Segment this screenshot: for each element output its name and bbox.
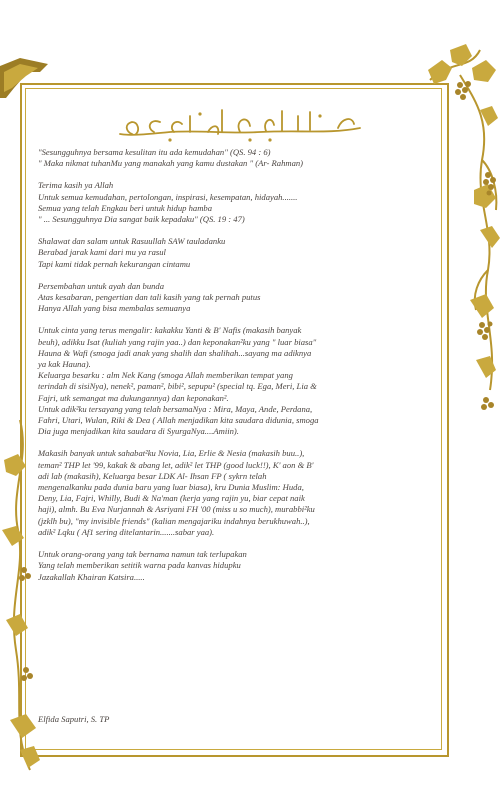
text-line: teman² THP let '99, kakak & abang let, adik² let THP (good luck!!), K' aon & B' bbox=[38, 459, 314, 470]
shalawat-section bbox=[38, 236, 433, 270]
text-line: Makasih banyak untuk sahabat²ku Novia, Lia, Erlie & Nesia (makasih buu..), bbox=[38, 448, 305, 459]
text-line: terindah di sisiNya), nenek², paman², bibi², sepupu² (special tq. Ega, Meri, Lia & bbox=[38, 381, 317, 392]
text-line: Jazakallah Khairan Katsira..... bbox=[38, 571, 145, 582]
text-line: ya kak Hauna). bbox=[38, 359, 91, 370]
quote-section bbox=[38, 147, 433, 169]
text-line: Hauna & Wafi (smoga jadi anak yang shalih dan shalihah...sayang ma adiknya bbox=[38, 347, 312, 358]
text-line: Dia juga menjadikan kita saudara di SyurgaNya....Amiin). bbox=[38, 426, 239, 437]
text-line: Semua yang telah Engkau beri untuk hidup hamba bbox=[38, 202, 212, 213]
text-line: beuh), adikku Isat (kuliah yang rajin yaa..) dan keponakan²ku yang " luar biasa" bbox=[38, 336, 317, 347]
family-section bbox=[38, 325, 433, 437]
corner-ornament-icon bbox=[0, 58, 48, 98]
text-line: Untuk cinta yang terus mengalir: kakakku Yanti & B' Nafis (makasih banyak bbox=[38, 325, 302, 336]
text-line: " ... Sesungguhnya Dia sangat baik kepadaku" (QS. 19 : 47) bbox=[38, 214, 245, 225]
text-line: Shalawat dan salam untuk Rasuullah SAW tauladanku bbox=[38, 236, 226, 247]
text-line: haji), almh. Bu Eva Nurjannah & Asriyani FH '00 (miss u so much), murabbi²ku bbox=[38, 504, 315, 515]
text-line: (jzklh bu), "my invisible friends" (kalian mengajariku indahnya berukhuwah..), bbox=[38, 515, 310, 526]
text-line: Hanya Allah yang bisa membalas semuanya bbox=[38, 303, 191, 314]
gratitude-section bbox=[38, 180, 433, 225]
text-line: adik² Lqku ( Af1 sering ditelantarin.......sabar yaa). bbox=[38, 526, 215, 537]
text-line: Fahri, Utari, Wulan, Riki & Dea ( Allah menjadikan kita saudara didunia, smoga bbox=[38, 415, 319, 426]
text-line: adi lab (makasih), Keluarga besar LDK Al- Ihsan FP ( sykrn telah bbox=[38, 470, 267, 481]
dedication-text bbox=[38, 147, 433, 594]
text-line: Keluarga besarku : alm Nek Kang (smoga Allah memberikan tempat yang bbox=[38, 370, 293, 381]
text-line: "Sesungguhnya bersama kesulitan itu ada kemudahan" (QS. 94 : 6) bbox=[38, 147, 271, 157]
author-signature: Elfida Saputri, S. TP bbox=[38, 714, 110, 724]
text-line: Untuk orang-orang yang tak bernama namun tak terlupakan bbox=[38, 549, 247, 560]
text-line: mengenalkanku pada dunia baru yang luar biasa), kru Dunia Muslim: Huda, bbox=[38, 482, 304, 493]
basmala-calligraphy-icon bbox=[110, 104, 370, 144]
text-line: Deny, Lia, Fajri, Whilly, Budi & Na'man (kerja yang rajin yu, biar cepat naik bbox=[38, 493, 305, 504]
text-line: Berabad jarak kami dari mu ya rasul bbox=[38, 247, 166, 258]
text-line: Tapi kami tidak pernah kekurangan cintamu bbox=[38, 258, 191, 269]
parents-section bbox=[38, 281, 433, 315]
text-line: Untuk semua kemudahan, pertolongan, inspirasi, kesempatan, hidayah....... bbox=[38, 191, 298, 202]
text-line: " Maka nikmat tuhanMu yang manakah yang kamu dustakan " (Ar- Rahman) bbox=[38, 158, 304, 169]
text-line: Terima kasih ya Allah bbox=[38, 180, 114, 191]
grape-vine-left-icon bbox=[0, 420, 40, 780]
text-line: Fajri, utk semangat ma dukungannya) dan keponakan². bbox=[38, 392, 229, 403]
text-line: Yang telah memberikan setitik warna pada kanvas hidupku bbox=[38, 560, 241, 571]
friends-section bbox=[38, 448, 433, 538]
text-line: Persembahan untuk ayah dan bunda bbox=[38, 280, 165, 291]
closing-section bbox=[38, 549, 433, 583]
text-line: Untuk adik²ku tersayang yang telah bersamaNya : Mira, Maya, Ande, Perdana, bbox=[38, 403, 313, 414]
text-line: Atas kesabaran, pengertian dan tali kasih yang tak pernah putus bbox=[38, 292, 261, 303]
